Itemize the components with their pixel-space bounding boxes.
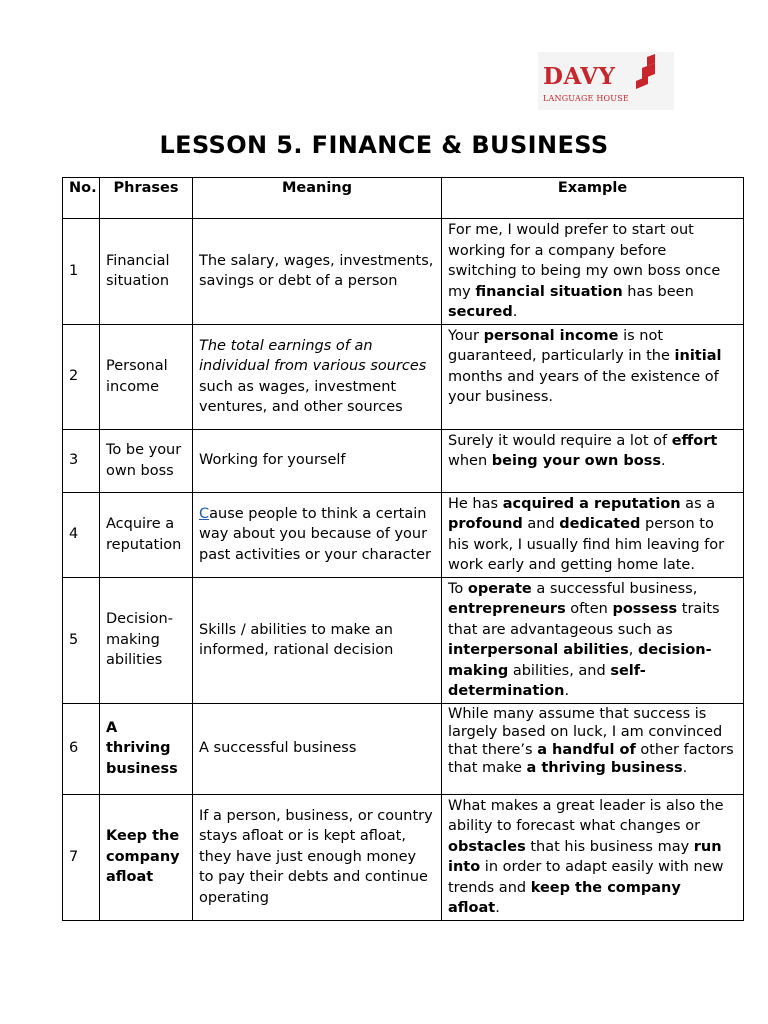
- example-cell: [442, 794, 744, 920]
- example-run: run into: [448, 838, 722, 875]
- vocabulary-table: [62, 177, 744, 921]
- example-run: secured: [448, 304, 513, 320]
- example-run: when: [448, 453, 492, 469]
- example-run: .: [495, 900, 500, 916]
- table-row: [63, 219, 744, 325]
- phrase-cell: [100, 577, 193, 703]
- example-run: What makes a great leader is also the ability to forecast what changes or: [448, 797, 724, 834]
- example-run: has been: [622, 283, 694, 300]
- example-run: possess: [612, 601, 678, 617]
- meaning-run[interactable]: C: [199, 505, 210, 522]
- example-run: .: [682, 759, 688, 776]
- logo-mark-icon: [633, 54, 665, 90]
- meaning-run: If a person, business, or country stays afloat or is kept afloat, they have just enough money to pay their debts and continue operating: [199, 807, 433, 906]
- example-run: obstacles: [448, 838, 526, 855]
- example-cell: [442, 219, 744, 325]
- example-run: as a: [680, 495, 716, 512]
- phrase-cell: [100, 794, 193, 920]
- table-row: [63, 577, 744, 703]
- example-cell: [442, 492, 744, 577]
- example-run: Your: [448, 327, 484, 344]
- example-run: being your own boss: [491, 453, 661, 469]
- example-run: profound: [448, 516, 523, 532]
- example-run: person to his work, I usually find him leaving for work early and getting home late.: [448, 516, 725, 573]
- example-run: .: [660, 453, 666, 469]
- table-row: [63, 492, 744, 577]
- example-run: dedicated: [559, 516, 641, 532]
- phrase-run: Keep the company afloat: [106, 828, 180, 886]
- phrase-cell: [100, 219, 193, 325]
- row-number: 1: [63, 219, 100, 325]
- phrase-cell: [100, 324, 193, 429]
- example-run: He has: [448, 495, 503, 512]
- meaning-cell: [193, 703, 442, 794]
- table-row: [63, 703, 744, 794]
- phrase-cell: [100, 492, 193, 577]
- row-number: 6: [63, 703, 100, 794]
- example-run: interpersonal abilities: [448, 642, 629, 658]
- phrase-run: Personal income: [106, 358, 168, 395]
- meaning-run: Skills / abilities to make an informed, rational decision: [199, 621, 394, 658]
- example-run: effort: [671, 432, 718, 449]
- example-run: in order to adapt easily with new trends and: [448, 859, 724, 896]
- table-row: [63, 429, 744, 492]
- meaning-run: A successful business: [199, 740, 357, 757]
- logo-wordmark: DAVY: [543, 63, 616, 90]
- phrase-run: Decision-making abilities: [106, 611, 173, 669]
- phrase-cell: [100, 703, 193, 794]
- example-run: months and years of the existence of your business.: [448, 368, 719, 405]
- example-run: a thriving business: [526, 759, 683, 776]
- meaning-run: Working for yourself: [199, 452, 346, 469]
- example-run: abilities, and: [508, 662, 611, 679]
- header-no: No.: [63, 178, 100, 219]
- table-header-row: [63, 178, 744, 219]
- meaning-cell: [193, 219, 442, 325]
- table-row: [63, 794, 744, 920]
- example-cell: [442, 703, 744, 794]
- example-run: other factors that make: [448, 741, 734, 776]
- meaning-run: The salary, wages, investments, savings or debt of a person: [199, 252, 434, 290]
- example-run: Surely it would require a lot of: [448, 432, 672, 449]
- header-example: Example: [442, 178, 744, 219]
- example-run: that his business may: [525, 838, 694, 855]
- example-run: .: [512, 304, 518, 320]
- example-run: initial: [674, 348, 722, 364]
- example-run: .: [564, 683, 570, 699]
- example-run: a successful business,: [531, 580, 698, 597]
- davy-logo: [538, 52, 674, 110]
- meaning-cell: [193, 429, 442, 492]
- example-run: acquired a reputation: [502, 495, 681, 512]
- meaning-cell: [193, 324, 442, 429]
- row-number: 4: [63, 492, 100, 577]
- meaning-cell: [193, 794, 442, 920]
- meaning-run: ause people to think a certain way about you because of your past activities or your character: [199, 505, 432, 563]
- row-number: 7: [63, 794, 100, 920]
- example-run: To: [448, 580, 468, 597]
- meaning-cell: [193, 492, 442, 577]
- example-run: ,: [628, 642, 638, 658]
- example-run: financial situation: [475, 283, 623, 300]
- example-run: While many assume that success is largely based on luck, I am convinced that there’s: [448, 705, 723, 758]
- meaning-run: The total earnings of an individual from various sources: [199, 337, 427, 374]
- example-run: and: [522, 516, 560, 532]
- example-run: traits that are advantageous such as: [448, 601, 720, 638]
- example-run: often: [565, 601, 613, 617]
- phrase-run: Financial situation: [106, 252, 170, 290]
- phrase-cell: [100, 429, 193, 492]
- example-run: entrepreneurs: [448, 601, 566, 617]
- header-meaning: Meaning: [193, 178, 442, 219]
- example-run: decision-making: [448, 642, 712, 679]
- phrase-run: A thriving business: [106, 719, 178, 777]
- header-phrases: Phrases: [100, 178, 193, 219]
- phrase-run: To be your own boss: [106, 442, 182, 479]
- table-row: [63, 324, 744, 429]
- row-number: 5: [63, 577, 100, 703]
- example-run: self-determination: [448, 662, 646, 699]
- example-run: For me, I would prefer to start out working for a company before switching to being my own boss once my: [448, 222, 721, 300]
- example-cell: [442, 429, 744, 492]
- example-run: a handful of: [537, 741, 636, 758]
- phrase-run: Acquire a reputation: [106, 516, 182, 553]
- meaning-cell: [193, 577, 442, 703]
- example-run: keep the company afloat: [448, 879, 681, 916]
- example-run: operate: [467, 580, 532, 597]
- logo-subtitle: LANGUAGE HOUSE: [543, 94, 629, 103]
- example-cell: [442, 324, 744, 429]
- example-run: personal income: [483, 327, 619, 344]
- page-title: LESSON 5. FINANCE & BUSINESS: [159, 131, 609, 159]
- example-run: is not guaranteed, particularly in the: [448, 327, 675, 364]
- row-number: 3: [63, 429, 100, 492]
- meaning-run: such as wages, investment ventures, and other sources: [199, 378, 403, 415]
- row-number: 2: [63, 324, 100, 429]
- example-cell: [442, 577, 744, 703]
